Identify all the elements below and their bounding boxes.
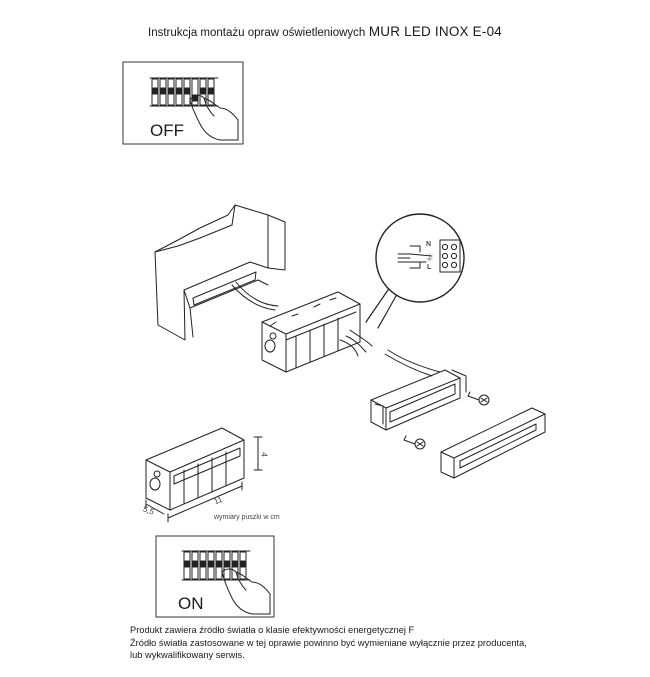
connector-detail <box>366 214 464 328</box>
title-product: MUR LED INOX E-04 <box>368 24 502 39</box>
on-label: ON <box>178 594 204 613</box>
dimension-caption: wymiary puszki w cm <box>214 514 280 521</box>
ground-icon: ⏚ <box>425 253 435 263</box>
screw-2 <box>404 436 425 449</box>
screw-1 <box>468 392 489 405</box>
off-label: OFF <box>150 121 184 140</box>
footer-notes <box>130 624 527 662</box>
wall-recess-drawing <box>155 205 285 340</box>
dimension-depth: 5,5 <box>141 504 156 517</box>
footer-line-2: Źródło światła zastosowane w tej oprawie powinno być wymieniane wyłącznie przez producenta, <box>130 637 527 648</box>
footer-line-1: Produkt zawiera źródło światła o klasie efektywności energetycznej F <box>130 625 415 635</box>
cover-plate-drawing <box>441 408 545 478</box>
dimension-height: 4 <box>259 452 269 457</box>
mounting-box-drawing <box>262 292 372 372</box>
title-intro: Instrukcja montażu opraw oświetleniowych <box>148 27 366 39</box>
footer-line-3: lub wykwalifikowany serwis. <box>130 650 245 661</box>
neutral-label: N <box>426 241 432 248</box>
dimensioned-box-drawing <box>146 428 262 522</box>
on-panel <box>156 536 274 617</box>
line-label: L <box>427 264 432 271</box>
dimension-length: 11 <box>212 494 224 507</box>
luminaire-drawing <box>371 350 489 449</box>
